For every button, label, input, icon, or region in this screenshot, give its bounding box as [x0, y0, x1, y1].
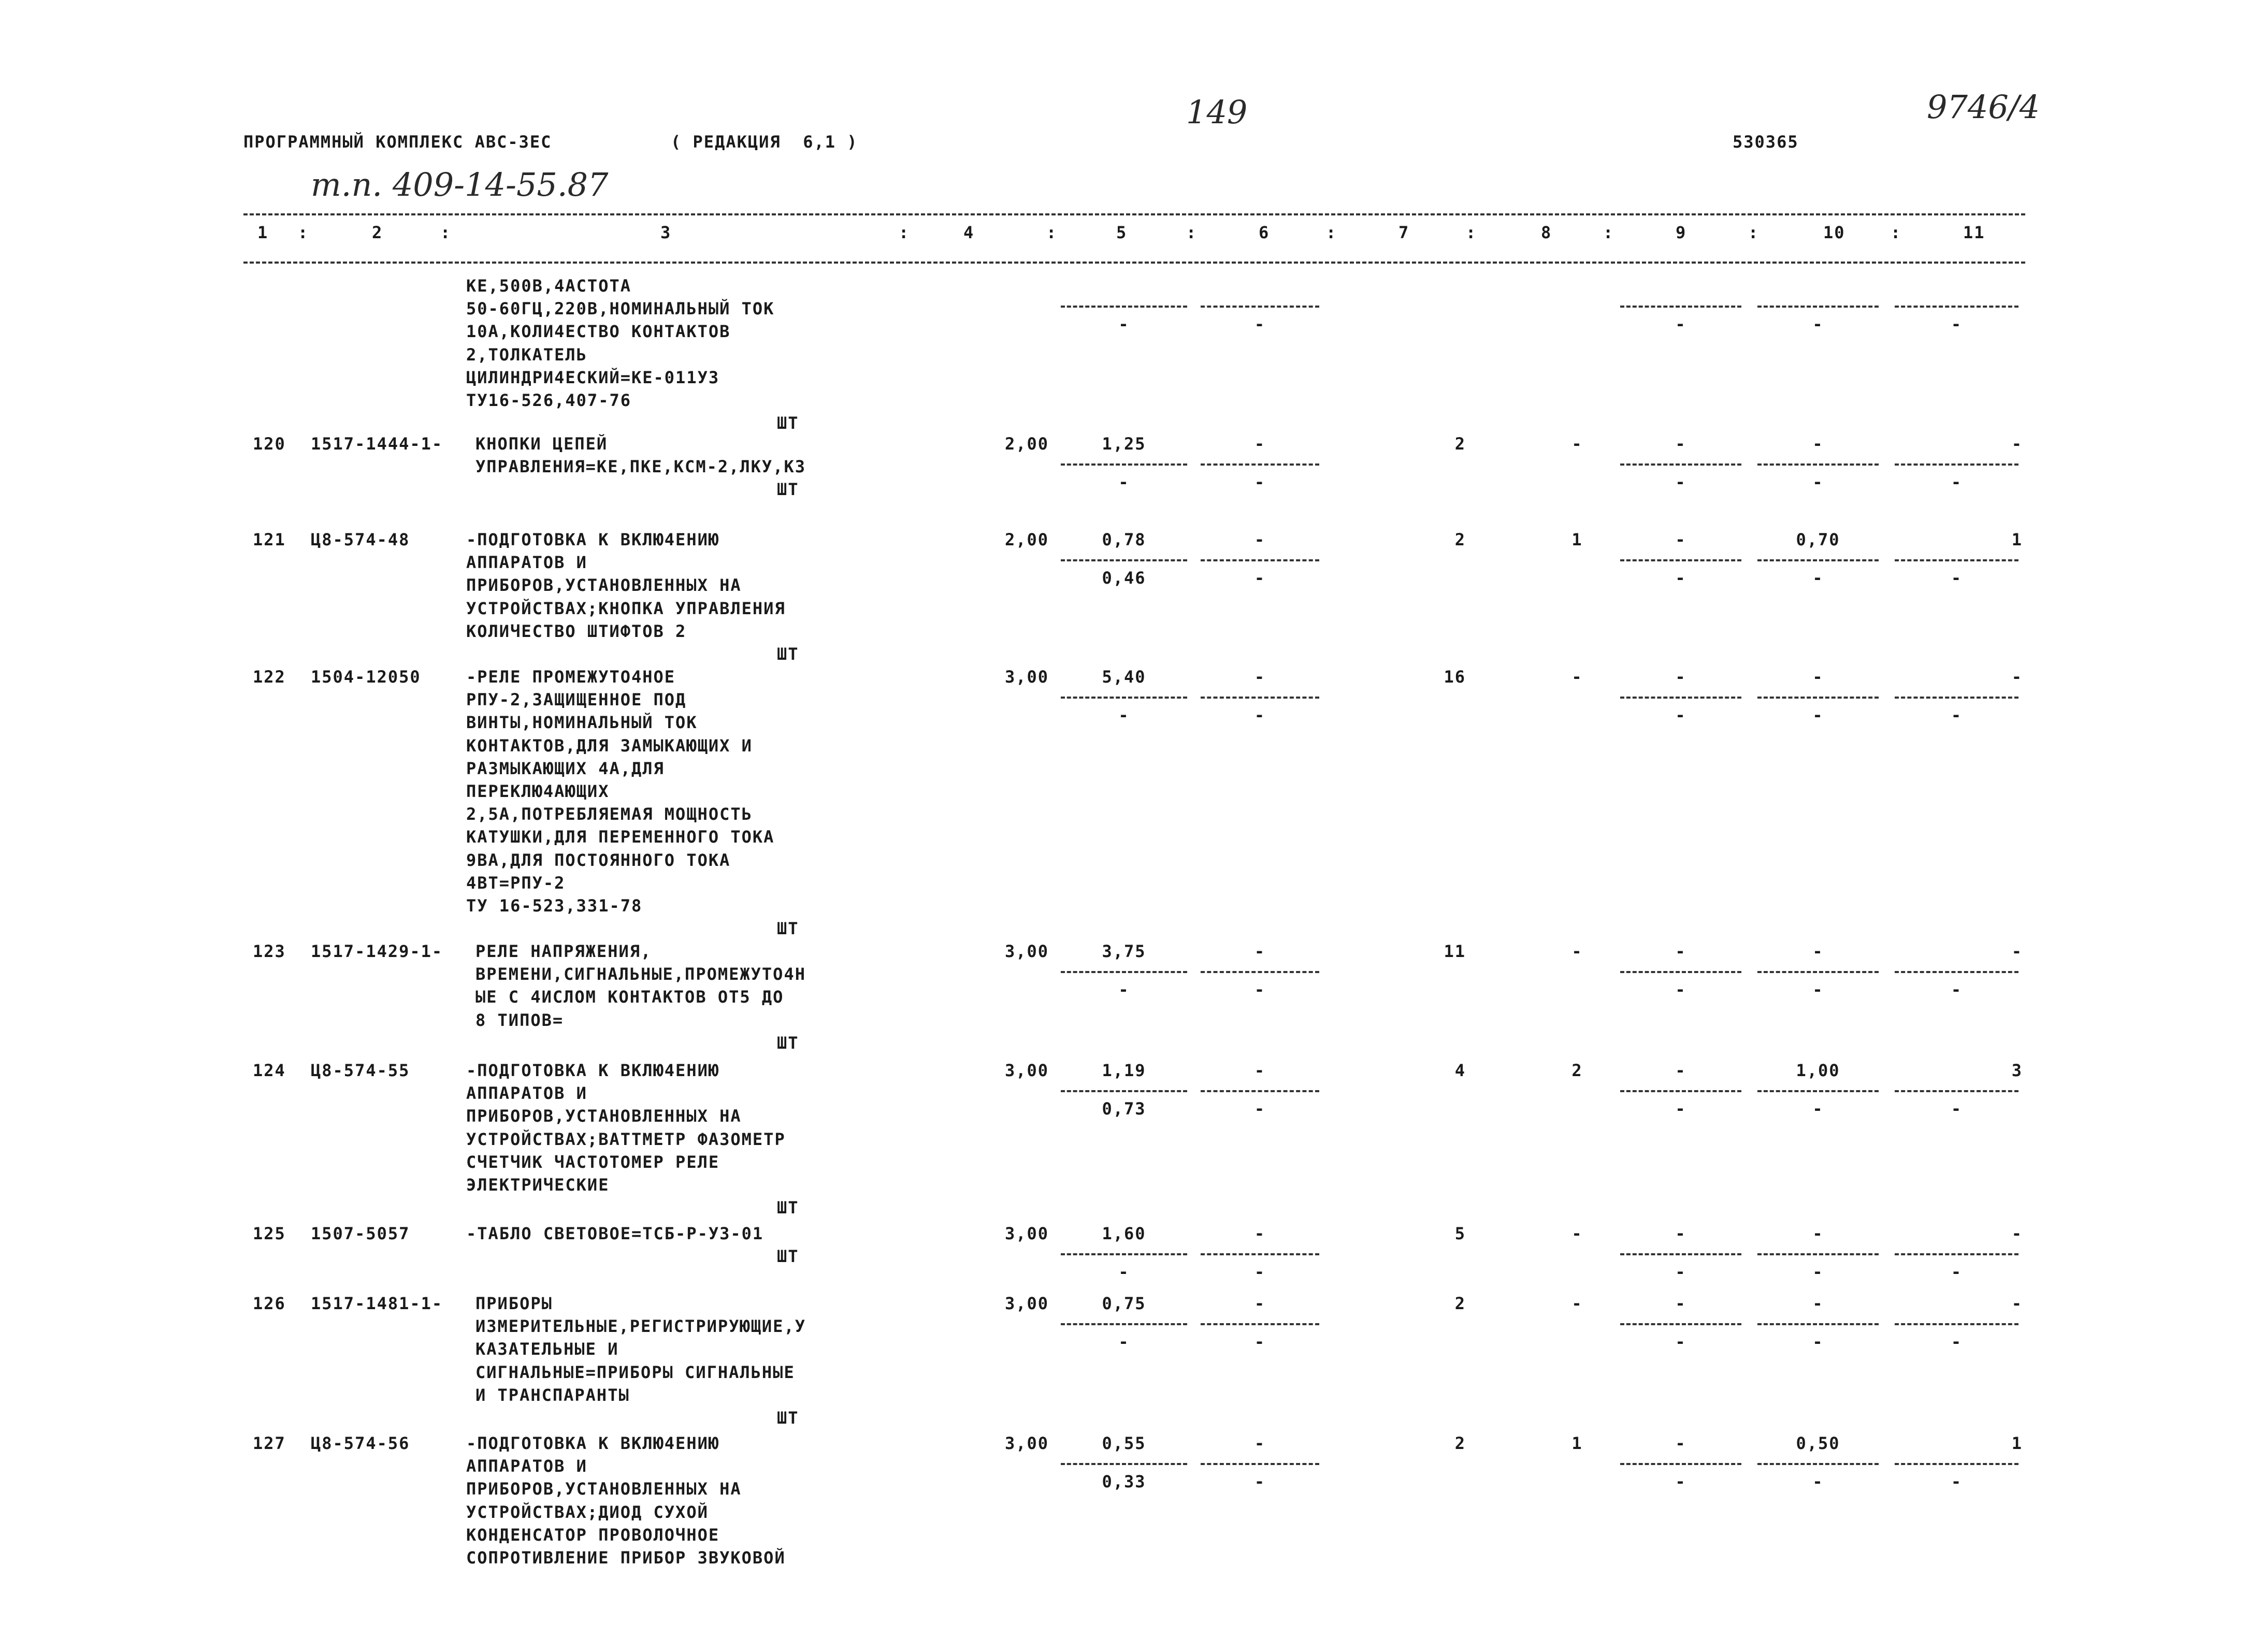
cell-c5: 1,25: [1102, 434, 1146, 454]
subtotal-rule: [1620, 1090, 1741, 1092]
row-unit: ШТ: [777, 480, 799, 500]
cell-c4: 3,00: [1004, 667, 1049, 687]
row-description: КЕ,500В,4АСТОТА 50-60ГЦ,220В,НОМИНАЛЬНЫЙ ТОК 10А,КОЛИ4ЕСТВО КОНТАКТОВ 2,ТОЛКАТЕЛЬ ЦИЛИНДРИ4ЕСКИЙ=КЕ-011У3 ТУ16-526,407-76: [466, 276, 775, 411]
cell-c8: -: [1571, 1224, 1583, 1243]
row-number: 127: [253, 1433, 286, 1453]
cell-c6: -: [1254, 1294, 1266, 1313]
subtotal-rule: [1201, 1463, 1319, 1465]
row-description: -РЕЛЕ ПРОМЕЖУТО4НОЕ РПУ-2,ЗАЩИЩЕННОЕ ПОД ВИНТЫ,НОМИНАЛЬНЫЙ ТОК КОНТАКТОВ,ДЛЯ ЗАМЫКАЮЩИХ И РАЗМЫКАЮЩИХ 4А,ДЛЯ ПЕРЕКЛЮ4АЮЩИХ 2,5А,ПОТРЕБЛЯЕМАЯ МОЩНОСТЬ КАТУШКИ,ДЛЯ ПЕРЕМЕННОГО ТОКА 9ВА,ДЛЯ ПОСТОЯННОГО ТОКА 4ВТ=РПУ-2 ТУ 16-523,331-78: [466, 667, 775, 916]
column-header-5: 5: [1116, 223, 1128, 242]
subtotal-rule: [1061, 306, 1187, 308]
subtotal-rule: [1757, 971, 1879, 973]
cell-c9-lower: -: [1675, 1099, 1686, 1119]
cell-c6-lower: -: [1254, 1099, 1266, 1119]
cell-c11: 1: [2011, 530, 2023, 549]
cell-c10: -: [1812, 1224, 1824, 1243]
cell-c11-lower: -: [1951, 472, 1963, 492]
cell-c9: -: [1675, 1061, 1686, 1080]
cell-c8: 1: [1571, 1433, 1583, 1453]
cell-c5-lower: -: [1118, 1332, 1130, 1352]
cell-c10-lower: -: [1812, 472, 1824, 492]
cell-c5: 0,55: [1102, 1433, 1146, 1453]
cell-c11-lower: -: [1951, 1332, 1963, 1352]
cell-c6-lower: -: [1254, 472, 1266, 492]
row-code: 1504-12050: [311, 667, 421, 687]
column-separator: :: [440, 223, 452, 242]
cell-c5-lower: -: [1118, 980, 1130, 999]
cell-c4: 3,00: [1004, 1224, 1049, 1243]
cell-c4: 2,00: [1004, 434, 1049, 454]
column-separator: :: [1748, 223, 1760, 242]
cell-c9-lower: -: [1675, 1262, 1686, 1282]
cell-c9-lower: -: [1675, 1332, 1686, 1352]
cell-c6: -: [1254, 1061, 1266, 1080]
subtotal-rule: [1895, 971, 2018, 973]
cell-c11: 1: [2011, 1433, 2023, 1453]
cell-c9: -: [1675, 530, 1686, 549]
cell-c7: 4: [1454, 1061, 1466, 1080]
subtotal-rule: [1201, 697, 1319, 699]
cell-c11-lower: -: [1951, 1472, 1963, 1491]
cell-c10: -: [1812, 1294, 1824, 1313]
cell-c5-lower: -: [1118, 314, 1130, 334]
subtotal-rule: [1895, 697, 2018, 699]
cell-c6-lower: -: [1254, 314, 1266, 334]
header-rule-bottom: [243, 262, 2025, 264]
row-description: ПРИБОРЫ ИЗМЕРИТЕЛЬНЫЕ,РЕГИСТРИРУЮЩИЕ,У КАЗАТЕЛЬНЫЕ И СИГНАЛЬНЫЕ=ПРИБОРЫ СИГНАЛЬНЫЕ И ТРАНСПАРАНТЫ: [475, 1294, 806, 1405]
cell-c8: 2: [1571, 1061, 1583, 1080]
column-header-1: 1: [257, 223, 269, 242]
row-unit: ШТ: [777, 1408, 799, 1428]
column-separator: :: [1891, 223, 1902, 242]
subtotal-rule: [1620, 971, 1741, 973]
subtotal-rule: [1061, 463, 1187, 466]
cell-c10-lower: -: [1812, 1332, 1824, 1352]
cell-c4: 3,00: [1004, 1433, 1049, 1453]
column-header-11: 11: [1963, 223, 1985, 242]
cell-c10: 0,70: [1796, 530, 1840, 549]
row-code: 1517-1481-1-: [311, 1294, 443, 1313]
subtotal-rule: [1895, 463, 2018, 466]
subtotal-rule: [1895, 559, 2018, 561]
cell-c9: -: [1675, 667, 1686, 687]
subtotal-rule: [1201, 306, 1319, 308]
column-separator: :: [1326, 223, 1337, 242]
row-unit: ШТ: [777, 413, 799, 433]
cell-c10: 1,00: [1796, 1061, 1840, 1080]
cell-c6-lower: -: [1254, 980, 1266, 999]
cell-c11: -: [2011, 1224, 2023, 1243]
row-code: 1517-1429-1-: [311, 941, 443, 961]
row-description: -ПОДГОТОВКА К ВКЛЮ4ЕНИЮ АППАРАТОВ И ПРИБОРОВ,УСТАНОВЛЕННЫХ НА УСТРОЙСТВАХ;ВАТТМЕТР ФАЗОМЕТР СЧЕТЧИК ЧАСТОТОМЕР РЕЛЕ ЭЛЕКТРИЧЕСКИЕ: [466, 1061, 786, 1195]
row-code: 1517-1444-1-: [311, 434, 443, 454]
subtotal-rule: [1757, 1090, 1879, 1092]
page-number: 149: [1186, 93, 1248, 131]
cell-c11: -: [2011, 1294, 2023, 1313]
archive-number: 9746/4: [1927, 88, 2040, 126]
cell-c4: 2,00: [1004, 530, 1049, 549]
cell-c11: -: [2011, 941, 2023, 961]
cell-c6-lower: -: [1254, 1332, 1266, 1352]
row-unit: ШТ: [777, 644, 799, 664]
cell-c5: 0,78: [1102, 530, 1146, 549]
cell-c10: -: [1812, 434, 1824, 454]
row-code: Ц8-574-48: [311, 530, 410, 549]
row-code: 1507-5057: [311, 1224, 410, 1243]
subtotal-rule: [1757, 559, 1879, 561]
edition-label: ( РЕДАКЦИЯ 6,1 ): [671, 132, 858, 152]
cell-c10-lower: -: [1812, 568, 1824, 588]
subtotal-rule: [1757, 306, 1879, 308]
subtotal-rule: [1201, 971, 1319, 973]
cell-c7: 2: [1454, 530, 1466, 549]
cell-c9-lower: -: [1675, 980, 1686, 999]
subtotal-rule: [1620, 1323, 1741, 1325]
column-separator: :: [298, 223, 309, 242]
cell-c5-lower: -: [1118, 1262, 1130, 1282]
subtotal-rule: [1201, 1323, 1319, 1325]
row-number: 124: [253, 1061, 286, 1080]
cell-c6: -: [1254, 667, 1266, 687]
cell-c9-lower: -: [1675, 705, 1686, 725]
cell-c10-lower: -: [1812, 1099, 1824, 1119]
cell-c6-lower: -: [1254, 705, 1266, 725]
cell-c8: -: [1571, 941, 1583, 961]
column-header-3: 3: [660, 223, 672, 242]
document-code: 530365: [1733, 132, 1799, 152]
cell-c7: 2: [1454, 1433, 1466, 1453]
subtotal-rule: [1757, 697, 1879, 699]
cell-c10: -: [1812, 941, 1824, 961]
row-unit: ШТ: [777, 919, 799, 939]
cell-c7: 5: [1454, 1224, 1466, 1243]
cell-c6: -: [1254, 941, 1266, 961]
subtotal-rule: [1757, 1253, 1879, 1255]
row-number: 122: [253, 667, 286, 687]
column-separator: :: [899, 223, 910, 242]
project-number: т.п. 409-14-55.87: [311, 166, 609, 204]
cell-c7: 2: [1454, 1294, 1466, 1313]
cell-c5: 1,19: [1102, 1061, 1146, 1080]
program-title: ПРОГРАММНЫЙ КОМПЛЕКС АВС-3ЕС: [243, 132, 552, 152]
cell-c5-lower: 0,46: [1102, 568, 1146, 588]
row-description: -ПОДГОТОВКА К ВКЛЮ4ЕНИЮ АППАРАТОВ И ПРИБОРОВ,УСТАНОВЛЕННЫХ НА УСТРОЙСТВАХ;КНОПКА УПРАВЛЕНИЯ КОЛИЧЕСТВО ШТИФТОВ 2: [466, 530, 786, 641]
column-header-10: 10: [1823, 223, 1845, 242]
cell-c5-lower: 0,33: [1102, 1472, 1146, 1491]
cell-c11-lower: -: [1951, 568, 1963, 588]
column-separator: :: [1603, 223, 1614, 242]
column-header-7: 7: [1398, 223, 1410, 242]
subtotal-rule: [1061, 971, 1187, 973]
cell-c9-lower: -: [1675, 472, 1686, 492]
cell-c9-lower: -: [1675, 568, 1686, 588]
column-header-6: 6: [1259, 223, 1270, 242]
subtotal-rule: [1895, 1323, 2018, 1325]
cell-c8: -: [1571, 1294, 1583, 1313]
row-description: -ТАБЛО СВЕТОВОЕ=ТСБ-Р-У3-01: [466, 1224, 764, 1243]
cell-c5: 3,75: [1102, 941, 1146, 961]
cell-c10-lower: -: [1812, 705, 1824, 725]
subtotal-rule: [1895, 306, 2018, 308]
cell-c11: -: [2011, 667, 2023, 687]
subtotal-rule: [1061, 1323, 1187, 1325]
subtotal-rule: [1201, 559, 1319, 561]
subtotal-rule: [1061, 559, 1187, 561]
row-unit: ШТ: [777, 1247, 799, 1267]
cell-c11-lower: -: [1951, 1262, 1963, 1282]
row-description: -ПОДГОТОВКА К ВКЛЮ4ЕНИЮ АППАРАТОВ И ПРИБОРОВ,УСТАНОВЛЕННЫХ НА УСТРОЙСТВАХ;ДИОД СУХОЙ КОНДЕНСАТОР ПРОВОЛОЧНОЕ СОПРОТИВЛЕНИЕ ПРИБОР ЗВУКОВОЙ: [466, 1433, 786, 1568]
subtotal-rule: [1061, 1463, 1187, 1465]
row-description: РЕЛЕ НАПРЯЖЕНИЯ, ВРЕМЕНИ,СИГНАЛЬНЫЕ,ПРОМЕЖУТО4Н ЫЕ С 4ИСЛОМ КОНТАКТОВ ОТ5 ДО 8 ТИПОВ=: [475, 941, 806, 1030]
subtotal-rule: [1061, 1090, 1187, 1092]
cell-c8: -: [1571, 434, 1583, 454]
cell-c5: 0,75: [1102, 1294, 1146, 1313]
row-number: 126: [253, 1294, 286, 1313]
cell-c11-lower: -: [1951, 980, 1963, 999]
column-header-9: 9: [1676, 223, 1687, 242]
cell-c11-lower: -: [1951, 1099, 1963, 1119]
cell-c5-lower: -: [1118, 472, 1130, 492]
cell-c9-lower: -: [1675, 1472, 1686, 1491]
cell-c6: -: [1254, 1433, 1266, 1453]
subtotal-rule: [1061, 1253, 1187, 1255]
subtotal-rule: [1757, 1323, 1879, 1325]
cell-c9: -: [1675, 1294, 1686, 1313]
subtotal-rule: [1757, 1463, 1879, 1465]
cell-c6: -: [1254, 1224, 1266, 1243]
subtotal-rule: [1757, 463, 1879, 466]
subtotal-rule: [1620, 463, 1741, 466]
subtotal-rule: [1201, 463, 1319, 466]
column-separator: :: [1046, 223, 1058, 242]
cell-c4: 3,00: [1004, 1061, 1049, 1080]
row-code: Ц8-574-56: [311, 1433, 410, 1453]
cell-c7: 2: [1454, 434, 1466, 454]
row-unit: ШТ: [777, 1033, 799, 1053]
cell-c11-lower: -: [1951, 705, 1963, 725]
cell-c9: -: [1675, 1224, 1686, 1243]
subtotal-rule: [1895, 1090, 2018, 1092]
subtotal-rule: [1620, 1253, 1741, 1255]
subtotal-rule: [1620, 1463, 1741, 1465]
cell-c6-lower: -: [1254, 568, 1266, 588]
cell-c9: -: [1675, 941, 1686, 961]
cell-c5: 1,60: [1102, 1224, 1146, 1243]
cell-c5-lower: -: [1118, 705, 1130, 725]
cell-c11-lower: -: [1951, 314, 1963, 334]
row-unit: ШТ: [777, 1198, 799, 1218]
subtotal-rule: [1201, 1253, 1319, 1255]
cell-c7: 16: [1444, 667, 1466, 687]
cell-c8: -: [1571, 667, 1583, 687]
column-separator: :: [1186, 223, 1198, 242]
cell-c6: -: [1254, 530, 1266, 549]
row-code: Ц8-574-55: [311, 1061, 410, 1080]
subtotal-rule: [1620, 697, 1741, 699]
cell-c10-lower: -: [1812, 314, 1824, 334]
row-number: 120: [253, 434, 286, 454]
header-rule-top: [243, 213, 2025, 215]
subtotal-rule: [1895, 1253, 2018, 1255]
cell-c7: 11: [1444, 941, 1466, 961]
row-number: 125: [253, 1224, 286, 1243]
row-number: 123: [253, 941, 286, 961]
subtotal-rule: [1895, 1463, 2018, 1465]
cell-c5-lower: 0,73: [1102, 1099, 1146, 1119]
column-separator: :: [1466, 223, 1477, 242]
subtotal-rule: [1620, 559, 1741, 561]
cell-c9-lower: -: [1675, 314, 1686, 334]
column-header-2: 2: [372, 223, 383, 242]
cell-c11: -: [2011, 434, 2023, 454]
cell-c6-lower: -: [1254, 1472, 1266, 1491]
cell-c5: 5,40: [1102, 667, 1146, 687]
subtotal-rule: [1061, 697, 1187, 699]
cell-c8: 1: [1571, 530, 1583, 549]
subtotal-rule: [1620, 306, 1741, 308]
cell-c9: -: [1675, 1433, 1686, 1453]
cell-c10: -: [1812, 667, 1824, 687]
cell-c10-lower: -: [1812, 1262, 1824, 1282]
row-description: КНОПКИ ЦЕПЕЙ УПРАВЛЕНИЯ=КЕ,ПКЕ,КСМ-2,ЛКУ,КЗ: [475, 434, 806, 477]
cell-c4: 3,00: [1004, 1294, 1049, 1313]
cell-c10-lower: -: [1812, 980, 1824, 999]
cell-c10: 0,50: [1796, 1433, 1840, 1453]
column-header-8: 8: [1541, 223, 1552, 242]
cell-c9: -: [1675, 434, 1686, 454]
column-header-4: 4: [963, 223, 975, 242]
subtotal-rule: [1201, 1090, 1319, 1092]
cell-c10-lower: -: [1812, 1472, 1824, 1491]
cell-c4: 3,00: [1004, 941, 1049, 961]
cell-c6: -: [1254, 434, 1266, 454]
cell-c6-lower: -: [1254, 1262, 1266, 1282]
cell-c11: 3: [2011, 1061, 2023, 1080]
row-number: 121: [253, 530, 286, 549]
